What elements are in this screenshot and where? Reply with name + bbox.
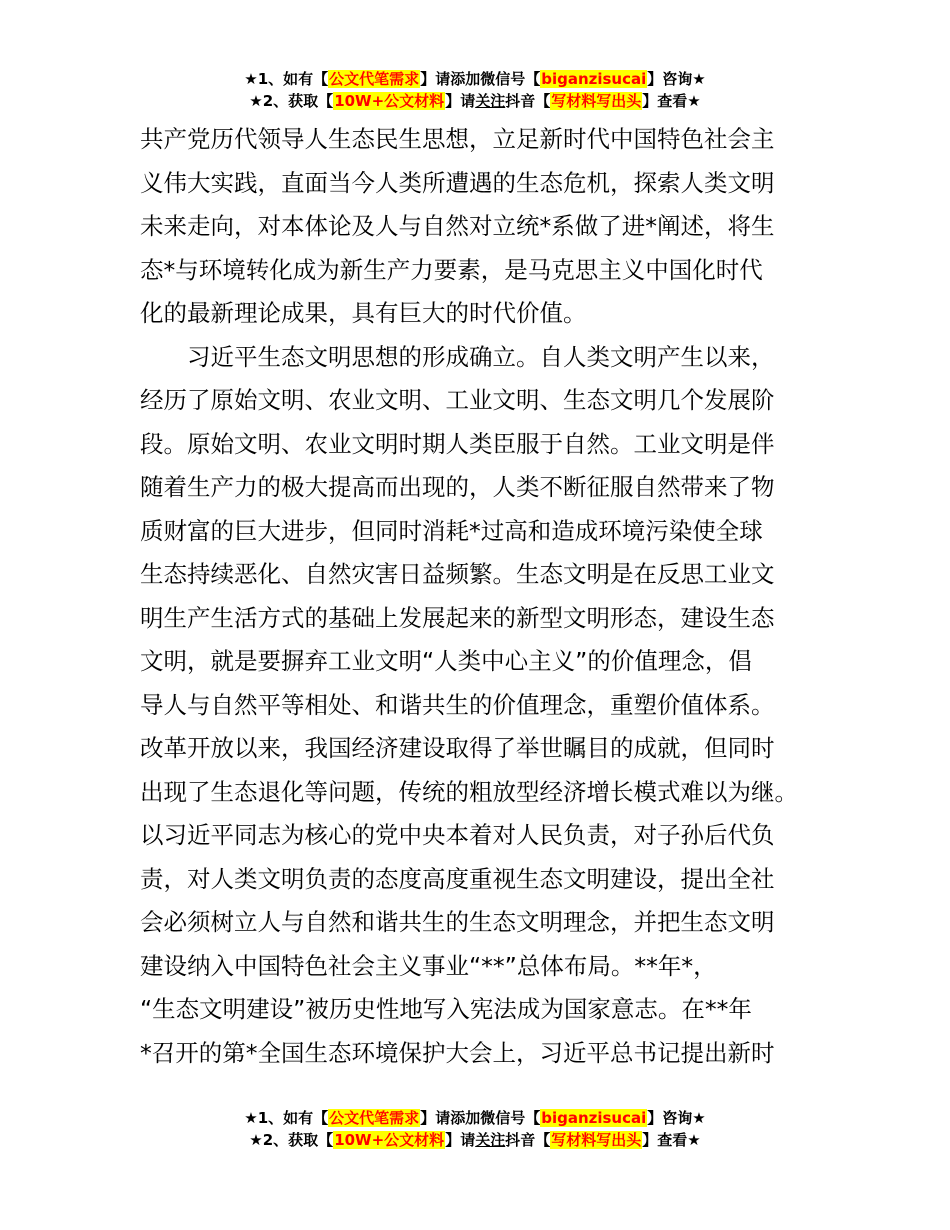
footer-highlight-douyin: 写材料写出头 bbox=[551, 1131, 642, 1149]
header-highlight-douyin: 写材料写出头 bbox=[551, 92, 642, 110]
text-line: 建设纳入中国特色社会主义事业“**”总体布局。**年*， bbox=[140, 951, 717, 980]
header-banner bbox=[0, 68, 950, 112]
text-line: 文明，就是要摒弃工业文明“人类中心主义”的价值理念，倡 bbox=[140, 647, 752, 675]
text-line: 生态持续恶化、自然灾害日益频繁。生态文明是在反思工业文 bbox=[140, 560, 775, 588]
footer-highlight-wechat: biganzisucai bbox=[541, 1109, 647, 1127]
text-line: 明生产生活方式的基础上发展起来的新型文明形态，建设生态 bbox=[140, 603, 775, 632]
text-line: 段。原始文明、农业文明时期人类臣服于自然。工业文明是伴 bbox=[140, 429, 775, 458]
document-body bbox=[140, 118, 820, 1075]
paragraph-1 bbox=[140, 118, 820, 336]
header-line-2 bbox=[0, 90, 950, 112]
text-line: 质财富的巨大进步，但同时消耗*过高和造成环境污染使全球 bbox=[140, 516, 763, 545]
text-line: 以习近平同志为核心的党中央本着对人民负责，对子孙后代负 bbox=[140, 821, 775, 849]
paragraph-2 bbox=[140, 336, 820, 1076]
text-line: 共产党历代领导人生态民生思想，立足新时代中国特色社会主 bbox=[140, 125, 775, 153]
header-line-2-suffix: 】查看★ bbox=[642, 92, 701, 110]
text-line: 义伟大实践，直面当今人类所遭遇的生态危机，探索人类文明 bbox=[140, 168, 775, 197]
footer-highlight-service: 公文代笔需求 bbox=[329, 1109, 420, 1127]
header-highlight-wechat: biganzisucai bbox=[541, 70, 647, 88]
header-line-1-middle: 】请添加微信号【 bbox=[420, 70, 541, 88]
footer-highlight-materials: 10W+公文材料 bbox=[334, 1131, 445, 1149]
footer-line-2 bbox=[0, 1129, 950, 1151]
header-underline-follow: 关注 bbox=[475, 92, 506, 110]
text-line: 改革开放以来，我国经济建设取得了举世瞩目的成就，但同时 bbox=[140, 734, 775, 762]
footer-line-1-suffix: 】咨询★ bbox=[647, 1109, 706, 1127]
footer-line-2-middle-2: 抖音【 bbox=[505, 1131, 551, 1149]
text-line: *召开的第*全国生态环境保护大会上，习近平总书记提出新时 bbox=[140, 1038, 775, 1067]
text-line: 导人与自然平等相处、和谐共生的价值理念，重塑价值体系。 bbox=[140, 690, 775, 719]
text-line: 会必须树立人与自然和谐共生的生态文明理念，并把生态文明 bbox=[140, 908, 775, 936]
header-line-2-prefix: ★2、获取【 bbox=[249, 92, 334, 110]
footer-line-2-prefix: ★2、获取【 bbox=[249, 1131, 334, 1149]
header-line-1-prefix: ★1、如有【 bbox=[244, 70, 329, 88]
header-line-1 bbox=[0, 68, 950, 90]
text-line: 态*与环境转化成为新生产力要素，是马克思主义中国化时代 bbox=[140, 255, 763, 284]
header-line-1-suffix: 】咨询★ bbox=[647, 70, 706, 88]
footer-banner bbox=[0, 1107, 950, 1151]
text-line: “生态文明建设”被历史性地写入宪法成为国家意志。在**年 bbox=[140, 995, 752, 1023]
text-line: 出现了生态退化等问题，传统的粗放型经济增长模式难以为继。 bbox=[140, 777, 798, 806]
text-line: 化的最新理论成果，具有巨大的时代价值。 bbox=[140, 299, 587, 327]
text-line: 习近平生态文明思想的形成确立。自人类文明产生以来， bbox=[187, 342, 775, 371]
header-line-2-middle-2: 抖音【 bbox=[505, 92, 551, 110]
footer-line-1-middle: 】请添加微信号【 bbox=[420, 1109, 541, 1127]
footer-line-1 bbox=[0, 1107, 950, 1129]
header-highlight-materials: 10W+公文材料 bbox=[334, 92, 445, 110]
footer-underline-follow: 关注 bbox=[475, 1131, 506, 1149]
text-line: 经历了原始文明、农业文明、工业文明、生态文明几个发展阶 bbox=[140, 386, 775, 414]
footer-line-2-suffix: 】查看★ bbox=[642, 1131, 701, 1149]
text-line: 未来走向，对本体论及人与自然对立统*系做了进*阐述，将生 bbox=[140, 212, 775, 240]
header-line-2-middle: 】请 bbox=[445, 92, 476, 110]
header-highlight-service: 公文代笔需求 bbox=[329, 70, 420, 88]
footer-line-1-prefix: ★1、如有【 bbox=[244, 1109, 329, 1127]
text-line: 责，对人类文明负责的态度高度重视生态文明建设，提出全社 bbox=[140, 864, 775, 893]
text-line: 随着生产力的极大提高而出现的，人类不断征服自然带来了物 bbox=[140, 473, 775, 501]
footer-line-2-middle: 】请 bbox=[445, 1131, 476, 1149]
